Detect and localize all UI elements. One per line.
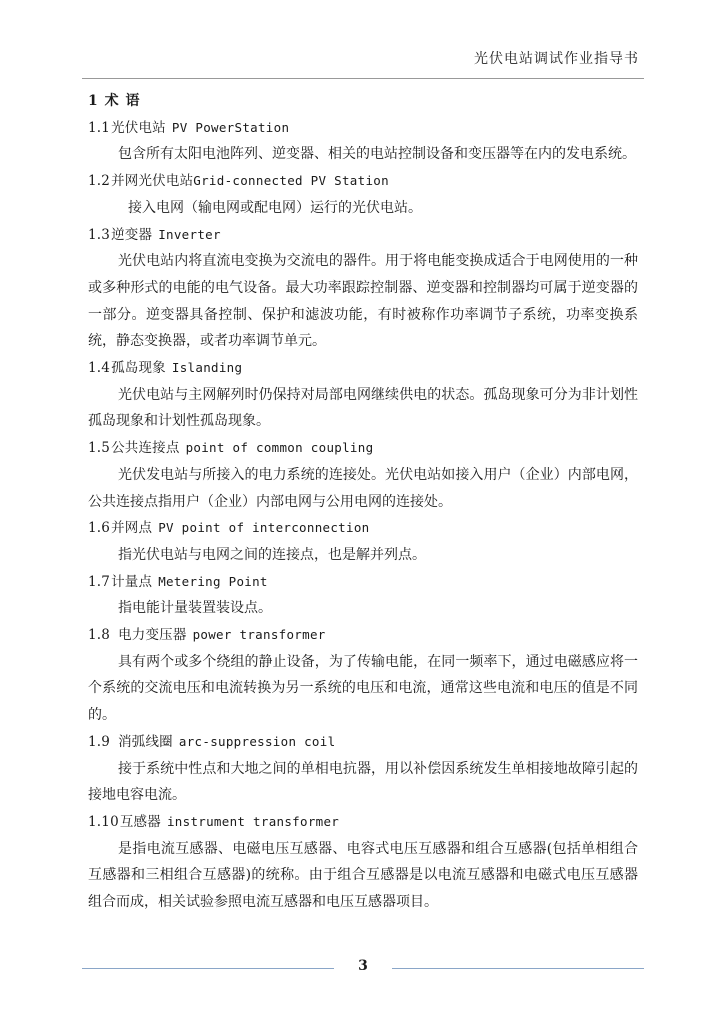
term-english-name: Inverter	[158, 226, 221, 242]
terms-list	[88, 115, 638, 916]
term-heading	[88, 729, 638, 756]
footer-rule-right	[392, 968, 644, 969]
page-number: 3	[358, 958, 368, 974]
term-definition: 接于系统中性点和大地之间的单相电抗器，用以补偿因系统发生单相接地故障引起的接地电容电流。	[88, 760, 638, 804]
term-chinese-name: 并网光伏电站	[111, 173, 194, 190]
term-chinese-name: 孤岛现象	[111, 360, 166, 377]
term-heading	[88, 222, 638, 249]
term-english-name: Islanding	[171, 360, 243, 376]
term-number: 1.9	[88, 733, 111, 750]
term-definition: 接入电网（输电网或配电网）运行的光伏电站。	[128, 199, 422, 216]
term-number: 1.3	[88, 226, 111, 243]
document-body	[88, 88, 638, 916]
term-heading	[88, 515, 638, 542]
term-heading	[88, 115, 638, 142]
term-definition: 光伏发电站与所接入的电力系统的连接处。光伏电站如接入用户（企业）内部电网，公共连接点指用户（企业）内部电网与公用电网的连接处。	[88, 466, 638, 510]
term-chinese-name: 逆变器	[111, 226, 153, 243]
term-english-name: PV point of interconnection	[158, 520, 370, 536]
term-definition: 包含所有太阳电池阵列、逆变器、相关的电站控制设备和变压器等在内的发电系统。	[118, 146, 636, 163]
term-english-name: instrument transformer	[166, 813, 340, 829]
term-definition: 是指电流互感器、电磁电压互感器、电容式电压互感器和组合互感器(包括单相组合互感器和三相组合互感器)的统称。由于组合互感器是以电流互感器和电磁式电压互感器组合而成，相关试验参照电流互感器和电压互感器项目。	[88, 840, 638, 911]
term-heading	[88, 168, 638, 195]
term-chinese-name: 电力变压器	[118, 627, 187, 644]
term-chinese-name: 互感器	[119, 813, 161, 830]
term-definition: 指光伏电站与电网之间的连接点，也是解并列点。	[118, 546, 426, 563]
term-definition: 具有两个或多个绕组的静止设备，为了传输电能，在同一频率下，通过电磁感应将一个系统的交流电压和电流转换为另一系统的电压和电流，通常这些电流和电压的值是不同的。	[88, 653, 638, 724]
term-english-name: PV PowerStation	[171, 119, 290, 135]
term-heading	[88, 435, 638, 462]
term-chinese-name: 光伏电站	[111, 119, 166, 136]
chapter-title: 1 术 语	[88, 93, 141, 109]
term-chinese-name: 计量点	[111, 573, 153, 590]
term-chinese-name: 公共连接点	[111, 440, 180, 457]
term-heading	[88, 355, 638, 382]
term-heading	[88, 809, 638, 836]
term-english-name: arc-suppression coil	[178, 733, 336, 749]
term-heading	[88, 622, 638, 649]
term-definition: 指电能计量装置装设点。	[118, 600, 272, 617]
term-number: 1.6	[88, 520, 111, 537]
term-number: 1.7	[88, 573, 111, 590]
page-footer	[82, 958, 644, 978]
term-chinese-name: 并网点	[111, 520, 153, 537]
header-divider	[82, 78, 644, 79]
term-heading	[88, 569, 638, 596]
term-number: 1.1	[88, 119, 111, 136]
term-english-name: Grid-connected PV Station	[193, 173, 389, 189]
term-number: 1.10	[88, 813, 119, 830]
term-definition: 光伏电站内将直流电变换为交流电的器件。用于将电能变换成适合于电网使用的一种或多种形式的电能的电气设备。最大功率跟踪控制器、逆变器和控制器均可属于逆变器的一部分。逆变器具备控制、保护和滤波功能，有时被称作功率调节子系统，功率变换系统，静态变换器，或者功率调节单元。	[88, 253, 638, 350]
term-number: 1.4	[88, 360, 111, 377]
term-number: 1.2	[88, 173, 111, 190]
term-chinese-name: 消弧线圈	[118, 733, 173, 750]
term-definition: 光伏电站与主网解列时仍保持对局部电网继续供电的状态。孤岛现象可分为非计划性孤岛现象和计划性孤岛现象。	[88, 386, 638, 430]
term-english-name: point of common coupling	[185, 440, 374, 456]
term-english-name: power transformer	[192, 627, 326, 643]
term-number: 1.8	[88, 627, 111, 644]
term-number: 1.5	[88, 440, 111, 457]
page-header-title: 光伏电站调试作业指导书	[474, 51, 639, 67]
term-english-name: Metering Point	[158, 573, 268, 589]
